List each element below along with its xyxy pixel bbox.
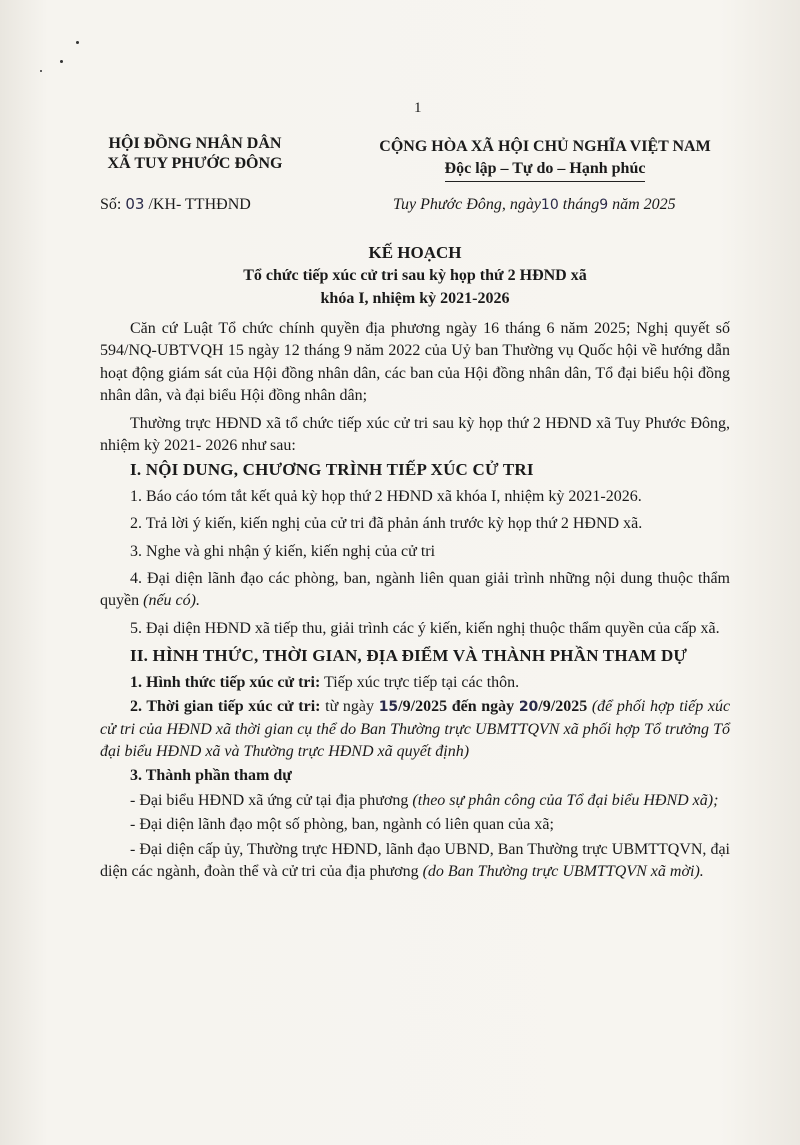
section-2-heading: II. HÌNH THỨC, THỜI GIAN, ĐỊA ĐIỂM VÀ THÀNH PHẦN THAM DỰ — [130, 646, 688, 666]
start-day-handwritten: 15 — [378, 699, 399, 716]
section-2-item-3: 3. Thành phần tham dự — [130, 767, 292, 785]
item-2-end: /9/2025 — [538, 698, 588, 716]
bullet-1-text: - Đại biểu HĐND xã ứng cử tại địa phương — [130, 791, 409, 809]
scan-speck — [76, 41, 79, 44]
participant-bullet-1 — [100, 790, 730, 812]
section-2-item-2 — [100, 696, 730, 763]
bullet-3-text: - Đại diện cấp ủy, Thường trực HĐND, lãnh đạo UBND, Ban Thường trực UBMTTQVN, đại diện các ngành, đoàn thể và cử tri của địa phương — [100, 840, 730, 880]
page-number: 1 — [414, 100, 422, 116]
item-2-label: 2. Thời gian tiếp xúc cử tri: — [130, 698, 321, 716]
date-month-handwritten: 9 — [599, 197, 609, 213]
section-1-item-5: 5. Đại diện HĐND xã tiếp thu, giải trình các ý kiến, kiến nghị thuộc thẩm quyền của cấp xã. — [130, 619, 720, 637]
date-place: Tuy Phước Đông, ngày — [393, 196, 541, 213]
item-1-text: Tiếp xúc trực tiếp tại các thôn. — [324, 673, 520, 691]
item-4-note: (nếu có). — [143, 592, 200, 610]
title-line3: khóa I, nhiệm kỳ 2021-2026 — [320, 290, 510, 307]
participant-bullet-3 — [100, 839, 730, 884]
end-day-handwritten: 20 — [518, 699, 539, 716]
org-name-line1: HỘI ĐỒNG NHÂN DÂN — [108, 135, 282, 152]
issuing-organization — [100, 134, 290, 174]
date-month-label: tháng — [562, 196, 600, 213]
section-1-item-3: 3. Nghe và ghi nhận ý kiến, kiến nghị của cử tri — [130, 542, 436, 560]
org-name-line2: XÃ TUY PHƯỚC ĐÔNG — [107, 155, 283, 172]
section-1-item-4 — [100, 568, 730, 613]
document-body — [100, 318, 730, 885]
national-motto: Độc lập – Tự do – Hạnh phúc — [445, 158, 646, 182]
number-suffix: /KH- TTHĐND — [148, 196, 251, 213]
section-2-item-1 — [100, 672, 730, 694]
section-1-item-2: 2. Trả lời ý kiến, kiến nghị của cử tri đã phản ánh trước kỳ họp thứ 2 HĐND xã. — [130, 515, 643, 533]
item-4-text: 4. Đại diện lãnh đạo các phòng, ban, ngành liên quan giải trình những nội dung thuộc thẩm quyền — [100, 570, 730, 610]
scan-speck — [40, 70, 42, 72]
number-prefix: Số: — [100, 196, 122, 213]
item-1-label: 1. Hình thức tiếp xúc cử tri: — [130, 673, 321, 691]
section-1-heading: I. NỘI DUNG, CHƯƠNG TRÌNH TIẾP XÚC CỬ TRI — [130, 460, 534, 480]
bullet-1-note: (theo sự phân công của Tổ đại biểu HĐND xã); — [412, 791, 719, 809]
section-1-item-1: 1. Báo cáo tóm tắt kết quả kỳ họp thứ 2 HĐND xã khóa I, nhiệm kỳ 2021-2026. — [130, 487, 642, 505]
date-day-handwritten: 10 — [540, 197, 559, 213]
number-handwritten: 03 — [125, 195, 145, 213]
bullet-3-note: (do Ban Thường trực UBMTTQVN xã mời). — [422, 862, 704, 880]
national-header — [360, 136, 730, 182]
scan-speck — [60, 60, 63, 63]
intro-paragraph: Thường trực HĐND xã tổ chức tiếp xúc cử tri sau kỳ họp thứ 2 HĐND xã Tuy Phước Đông, nhiệm kỳ 2021- 2026 như sau: — [100, 414, 730, 455]
country-name: CỘNG HÒA XÃ HỘI CHỦ NGHĨA VIỆT NAM — [379, 138, 711, 155]
item-2-note: (để phối hợp tiếp xúc cử tri của HĐND xã thời gian cụ thể do Ban Thường trực UBMTTQVN xã phối hợp Tổ trưởng Tổ đại biểu HĐND xã và Thường trực HĐND xã quyết định) — [100, 698, 731, 760]
title-main: KẾ HOẠCH — [368, 243, 462, 262]
item-2-from: từ ngày — [325, 698, 375, 716]
document-title — [100, 241, 730, 310]
document-number — [100, 195, 251, 214]
title-line2: Tổ chức tiếp xúc cử tri sau kỳ họp thứ 2 HĐND xã — [243, 267, 587, 284]
legal-basis-paragraph: Căn cứ Luật Tổ chức chính quyền địa phương ngày 16 tháng 6 năm 2025; Nghị quyết số 594/NQ-UBTVQH 15 ngày 12 tháng 9 năm 2022 của Uỷ ban Thường vụ Quốc hội về hướng dẫn hoạt động giám sát của Hội đồng nhân dân, các ban của Hội đồng nhân dân, Tổ đại biểu hội đồng nhân dân, và đại biểu Hội đồng nhân dân; — [100, 320, 730, 405]
issue-date — [393, 196, 676, 214]
item-2-mid: /9/2025 đến ngày — [398, 698, 515, 716]
participant-bullet-2: - Đại diện lãnh đạo một số phòng, ban, ngành có liên quan của xã; — [130, 816, 554, 834]
date-year: năm 2025 — [612, 196, 676, 213]
